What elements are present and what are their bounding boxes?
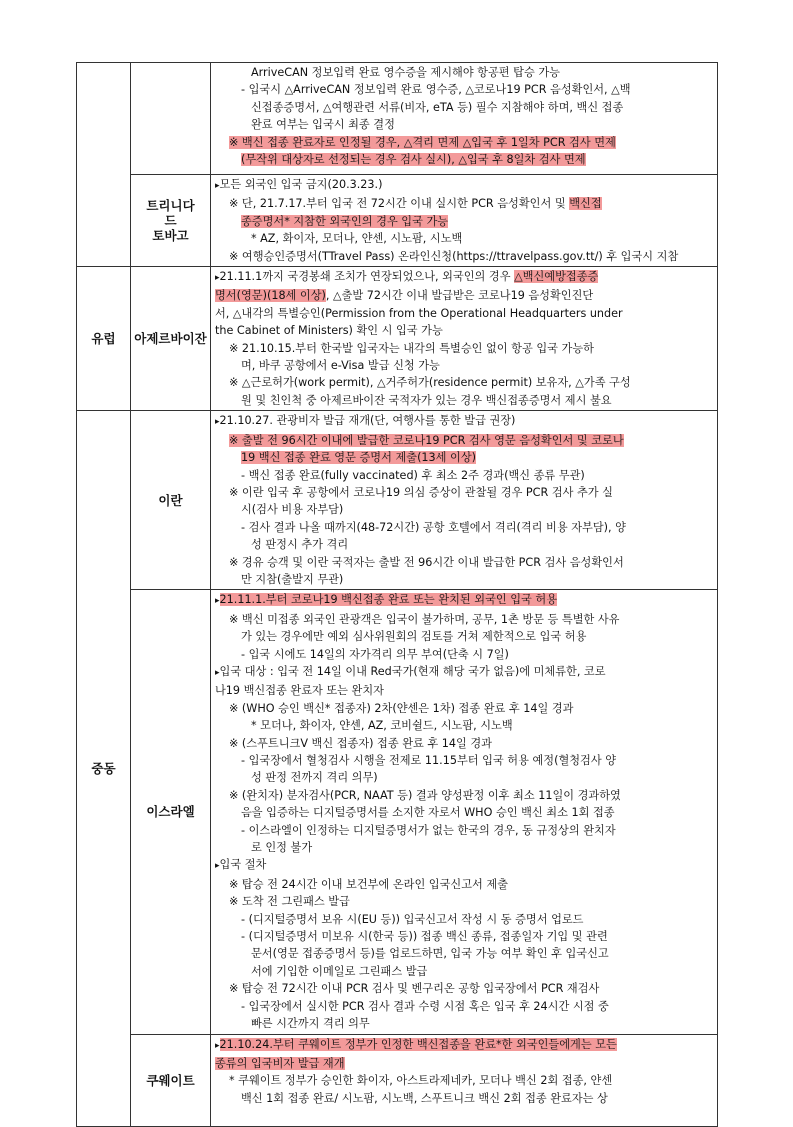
policy-line: ▸ 21.10.24.부터 쿠웨이트 정부가 인정한 백신접종을 완료*한 외국인들에게는 모든	[215, 1036, 711, 1055]
policy-line: - 백신 접종 완료(fully vaccinated) 후 최소 2주 경과(백신 종류 무관)	[241, 468, 585, 482]
country-cell	[131, 63, 211, 175]
policy-line: 서에 기입한 이메일로 그린패스 발급	[251, 964, 428, 978]
policy-line: - 입국장에서 혈청검사 시행을 전제로 11.15부터 입국 허용 예정(혈청검사 양	[241, 754, 617, 767]
country-cell: 아제르바이잔	[131, 267, 211, 411]
policy-line: ※ 도착 전 그린패스 발급	[229, 895, 350, 909]
policy-line: ▸ 21.11.1.부터 코로나19 백신접종 완료 또는 완치된 외국인 입국 허용	[215, 591, 711, 610]
policy-line: 가 있는 경우에만 예외 심사위원회의 검토를 거쳐 제한적으로 입국 허용	[241, 630, 587, 644]
country-cell: 이스라엘	[131, 590, 211, 1034]
policy-line: 원 및 친인척 중 아제르바이잔 국적자가 있는 경우 백신접종증명서 제시 불요	[241, 393, 612, 407]
policy-line: 로 인정 불가	[251, 841, 313, 855]
policy-line: 완료 여부는 입국시 최종 결정	[251, 118, 395, 132]
policy-line: - (디지털증명서 보유 시(EU 등)) 입국신고서 작성 시 동 증명서 업로드	[241, 912, 584, 926]
policy-line: ▸ 입국 대상 : 입국 전 14일 이내 Red국가(현재 해당 국가 없음)에 미체류한, 코로	[215, 663, 711, 682]
policy-line: 시(검사 비용 자부담)	[241, 503, 344, 517]
table-row	[77, 411, 718, 590]
policy-content-cell	[211, 590, 718, 1034]
policy-line: - 검사 결과 나올 때까지(48-72시간) 공항 호텔에서 격리(격리 비용 자부담), 양	[241, 520, 626, 534]
policy-content-cell	[211, 63, 718, 175]
policy-line: 성 판정 전까지 격리 의무)	[251, 771, 378, 785]
policy-line: ※ 단, 21.7.17.부터 입국 전 72시간 이내 실시한 PCR 음성확인서 및 백신접	[229, 197, 602, 211]
table-row	[77, 590, 718, 1034]
policy-line: * 모더나, 화이자, 얀센, AZ, 코비쉴드, 시노팜, 시노백	[251, 719, 513, 733]
policy-line: 명서(영문)(18세 이상), △출발 72시간 이내 발급받은 코로나19 음성확인진단	[215, 289, 594, 303]
policy-line: - 입국장에서 실시한 PCR 검사 결과 수령 시점 혹은 입국 후 24시간 시점 중	[241, 999, 609, 1013]
policy-line: - (디지털증명서 미보유 시(한국 등)) 접종 백신 종류, 접종일자 기입 및 관련	[241, 930, 608, 944]
policy-line: 19 백신 접종 완료 영문 증명서 제출(13세 이상)	[241, 451, 477, 465]
policy-line: (무작위 대상자로 선정되는 경우 검사 실시), △입국 후 8일차 검사 면제	[241, 153, 586, 167]
table-row	[77, 267, 718, 411]
policy-line: ▸ 모든 외국인 입국 금지(20.3.23.)	[215, 176, 711, 195]
policy-line: ArriveCAN 정보입력 완료 영수증을 제시해야 항공편 탑승 가능	[251, 66, 560, 79]
policy-line: ▸ 21.11.1까지 국경봉쇄 조치가 연장되었으나, 외국인의 경우 △백신예방접종증	[215, 268, 711, 287]
region-cell: 중동	[77, 411, 131, 1126]
policy-line: ※ (WHO 승인 백신* 접종자) 2차(얀센은 1차) 접종 완료 후 14일 경과	[229, 701, 574, 715]
policy-line: ▸ 입국 절차	[215, 856, 711, 875]
policy-line: - 이스라엘이 인정하는 디지털증명서가 없는 한국의 경우, 동 규정상의 완치자	[241, 823, 616, 837]
policy-content-cell	[211, 175, 718, 267]
policy-line: 며, 바쿠 공항에서 e-Visa 발급 신청 가능	[241, 359, 440, 373]
policy-line: 음을 입증하는 디지털증명서를 소지한 자로서 WHO 승인 백신 최소 1회 접종	[241, 806, 615, 820]
policy-line: - 입국시 △ArriveCAN 정보입력 완료 영수증, △코로나19 PCR 음성확인서, △백	[241, 83, 631, 97]
policy-line: ▸ 21.10.27. 관광비자 발급 재개(단, 여행사를 통한 발급 권장)	[215, 412, 711, 431]
policy-content-cell	[211, 267, 718, 411]
policy-line: 나19 백신접종 완료자 또는 완치자	[215, 684, 384, 698]
policy-line: ※ 백신 접종 완료자로 인정될 경우, △격리 면제 △입국 후 1일차 PCR 검사 면제	[229, 135, 616, 149]
table-row	[77, 1034, 718, 1126]
policy-line: ※ 이란 입국 후 공항에서 코로나19 의심 증상이 관찰될 경우 PCR 검사 추가 실	[229, 485, 613, 499]
policy-line: 만 지참(출발지 무관)	[241, 572, 344, 586]
table-row	[77, 175, 718, 267]
policy-line: * AZ, 화이자, 모더나, 얀센, 시노팜, 시노백	[251, 232, 463, 246]
policy-line: * 쿠웨이트 정부가 승인한 화이자, 아스트라제네카, 모더나 백신 2회 접종, 얀센	[229, 1074, 613, 1088]
policy-line: 종류의 입국비자 발급 재개	[215, 1056, 345, 1070]
policy-line: 종증명서* 지참한 외국인의 경우 입국 가능	[241, 214, 449, 228]
policy-content-cell	[211, 411, 718, 590]
country-cell: 쿠웨이트	[131, 1034, 211, 1126]
policy-line: the Cabinet of Ministers) 확인 시 입국 가능	[215, 324, 443, 338]
country-cell: 트리니다 드 토바고	[131, 175, 211, 267]
policy-line: - 입국 시에도 14일의 자가격리 의무 부여(단축 시 7일)	[241, 647, 509, 661]
policy-line: ※ (완치자) 분자검사(PCR, NAAT 등) 결과 양성판정 이후 최소 11일이 경과하였	[229, 788, 621, 802]
policy-line: 신접종증명서, △여행관련 서류(비자, eTA 등) 필수 지참해야 하며, 백신 접종	[251, 100, 624, 114]
policy-line: ※ 여행승인증명서(TTravel Pass) 온라인신청(https://ttravelpass.gov.tt/) 후 입국시 지참	[229, 249, 679, 263]
policy-line: ※ (스푸트니크V 백신 접종자) 접종 완료 후 14일 경과	[229, 736, 492, 750]
entry-policy-table	[76, 62, 718, 1127]
policy-line: ※ 탑승 전 24시간 이내 보건부에 온라인 입국신고서 제출	[229, 877, 509, 891]
region-cell: 유럽	[77, 267, 131, 411]
policy-line: 백신 1회 접종 완료/ 시노팜, 시노백, 스푸트니크 백신 2회 접종 완료자는 상	[241, 1091, 608, 1105]
policy-content-cell	[211, 1034, 718, 1126]
region-cell	[77, 63, 131, 267]
policy-line: ※ 경유 승객 및 이란 국적자는 출발 전 96시간 이내 발급한 PCR 검사 음성확인서	[229, 555, 624, 569]
policy-line: ※ 21.10.15.부터 한국발 입국자는 내각의 특별승인 없이 항공 입국 가능하	[229, 341, 594, 355]
policy-line: ※ 백신 미접종 외국인 관광객은 입국이 불가하며, 공무, 1촌 방문 등 특별한 사유	[229, 612, 620, 626]
policy-line: ※ 출발 전 96시간 이내에 발급한 코로나19 PCR 검사 영문 음성확인서 및 코로나	[229, 433, 624, 447]
policy-line: 서, △내각의 특별승인(Permission from the Operational Headquarters under	[215, 306, 623, 320]
policy-line: 빠른 시간까지 격리 의무	[251, 1017, 370, 1031]
country-cell: 이란	[131, 411, 211, 590]
policy-line: ※ △근로허가(work permit), △거주허가(residence permit) 보유자, △가족 구성	[229, 376, 631, 390]
policy-line: ※ 탑승 전 72시간 이내 PCR 검사 및 벤구리온 공항 입국장에서 PCR 재검사	[229, 982, 600, 996]
policy-line: 성 판정시 추가 격리	[251, 538, 349, 552]
policy-line: 문서(영문 접종증명서 등)를 업로드하면, 입국 가능 여부 확인 후 입국신고	[251, 947, 609, 961]
table-row	[77, 63, 718, 175]
